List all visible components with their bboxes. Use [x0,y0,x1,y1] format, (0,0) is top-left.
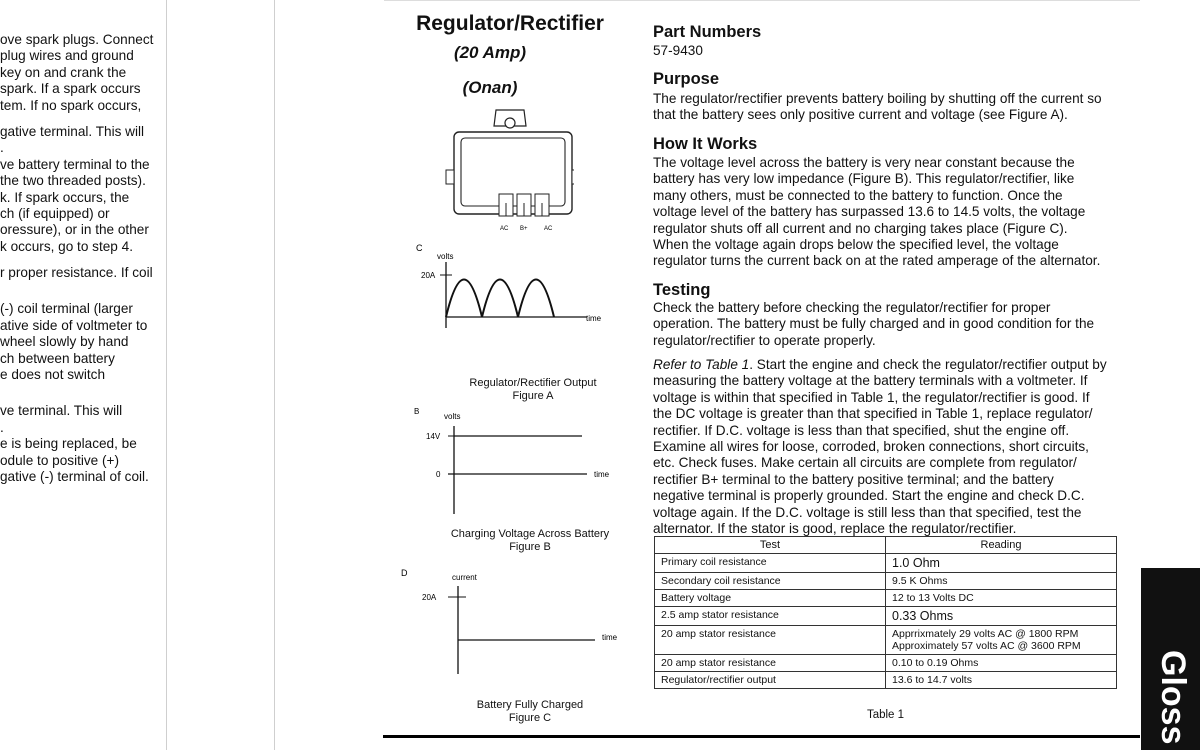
text-line: rectifier. If D.C. voltage is less than that specified, shut the engine off. [653,422,1070,438]
testing-text [653,300,1139,349]
prev-line: e is being replaced, be [0,436,137,452]
text-line: voltage level of the battery has surpassed 13.6 to 14.5 volts, the voltage [653,204,1086,220]
axis-label: volts [437,252,454,261]
glossary-tab-label[interactable]: Gloss [1154,650,1192,745]
table-cell: 9.5 K Ohms [886,573,1117,590]
page-divider-mid [274,0,275,750]
cell-line: Approximately 57 volts AC @ 3600 RPM [892,640,1081,652]
figure-a-caption [440,377,626,403]
prev-line: ove spark plugs. Connect [0,32,154,47]
prev-line: oressure), or in the other [0,222,149,238]
table-cell: 12 to 13 Volts DC [886,590,1117,607]
terminal-label: AC [500,226,509,232]
prev-line: plug wires and ground [0,48,134,64]
table-cell: Battery voltage [655,590,886,607]
prev-line: (-) coil terminal (larger [0,301,133,317]
prev-line: spark. If a spark occurs [0,81,141,97]
text-line: The regulator/rectifier prevents battery boiling by shutting off the current so [653,91,1102,106]
text-line: voltage is within that specified in Table 1, the regulator/rectifier is good. If [653,389,1090,405]
prev-line: ch between battery [0,350,115,366]
text-line: regulator turns the current back on at the rated amperage of the alternator. [653,253,1101,269]
figure-a-graph [412,240,612,332]
purpose-heading: Purpose [653,70,720,88]
text-line: rectifier B+ terminal to the battery positive terminal; and the battery [653,471,1054,487]
prev-line: gative terminal. This will [0,123,145,139]
prev-line: the two threaded posts). [0,173,146,189]
time-label: time [594,470,610,479]
table-row [655,626,1117,655]
figure-b-caption [438,528,622,554]
table-row [655,672,1117,689]
column-header: Reading [886,537,1117,554]
text-line [653,357,1139,373]
prev-line: ve terminal. This will [0,403,123,419]
testing-heading: Testing [653,281,711,299]
text-line: The voltage level across the battery is very near constant because the [653,155,1075,170]
text-line: alternator. If the stator is good, replace the regulator/rectifier. [653,521,1017,537]
figure-c-caption [448,699,612,725]
axis-label: volts [444,412,461,421]
prev-line: e does not switch [0,367,106,383]
table-caption: Table 1 [866,709,905,721]
table-row [655,590,1117,607]
text-line: that the battery sees only positive current and voltage (see Figure A). [653,107,1068,123]
prev-line: . [0,140,4,156]
caption-line: Figure C [508,712,552,724]
table-cell: 1.0 Ohm [886,554,1117,573]
part-number: 57-9430 [653,43,703,58]
terminal-label: AC [544,226,553,232]
table-cell: 13.6 to 14.7 volts [886,672,1117,689]
text-line: Check the battery before checking the regulator/rectifier for proper [653,300,1051,315]
spec-table-wrapper [654,536,1117,689]
prev-line: . [0,419,4,435]
level-label: 0 [436,470,441,479]
text-line: battery has very low impedance (Figure B). This regulator/rectifier, like [653,171,1075,187]
text-line: regulator shuts off all current and no charging takes place (Figure C). [653,220,1068,236]
caption-line: Figure A [512,390,554,402]
text-line: regulator/rectifier to operate properly. [653,332,876,348]
prev-line: tem. If no spark occurs, [0,97,142,113]
table-cell: 20 amp stator resistance [655,626,886,655]
text-line: voltage again. If the D.C. voltage is still less than that specified, test the [653,504,1082,520]
table-cell: 2.5 amp stator resistance [655,607,886,626]
table-cell: Primary coil resistance [655,554,886,573]
text-line: etc. Check fuses. Make certain all circuits are complete from regulator/ [653,455,1077,471]
figure-letter: B [414,407,420,416]
prev-line: k. If spark occurs, the [0,189,130,205]
text-line: negative terminal is properly grounded. Start the engine and check D.C. [653,488,1085,504]
level-label: 20A [422,593,437,602]
text-line: measuring the battery voltage at the battery terminals with a voltmeter. If [653,373,1088,389]
cell-line: Apprrixmately 29 volts AC @ 1800 RPM [892,628,1079,640]
table-row [655,554,1117,573]
caption-line: Charging Voltage Across Battery [450,528,610,540]
table-reference: Refer to Table 1 [653,357,750,372]
text-line: the DC voltage is greater than that specified in Table 1, replace regulator/ [653,406,1093,422]
caption-line: Regulator/Rectifier Output [469,377,597,389]
time-label: time [602,633,618,642]
page-title: Regulator/Rectifier [416,12,604,35]
table-cell [886,626,1117,655]
prev-line: k occurs, go to step 4. [0,238,133,254]
bottom-rule [383,735,1140,738]
table-row [655,573,1117,590]
table-cell: Regulator/rectifier output [655,672,886,689]
level-label: 14V [426,432,441,441]
prev-line: r proper resistance. If coil [0,265,153,281]
text-line: many others, must be connected to the battery to function. Once the [653,187,1063,203]
how-it-works-heading: How It Works [653,135,758,153]
prev-line: odule to positive (+) [0,452,120,468]
part-numbers-heading: Part Numbers [653,23,762,41]
terminal-label: B+ [520,226,528,232]
prev-line: ve battery terminal to the [0,156,150,172]
figure-c-graph [398,566,628,676]
axis-label: current [452,573,477,582]
figure-letter: D [401,568,408,578]
text-line: operation. The battery must be fully charged and in good condition for the [653,316,1095,332]
caption-line: Battery Fully Charged [476,699,584,711]
table-cell: 0.10 to 0.19 Ohms [886,655,1117,672]
level-label: 20A [421,271,436,280]
prev-line: ative side of voltmeter to [0,317,148,333]
table-row [655,607,1117,626]
time-label: time [586,314,602,323]
text-line: When the voltage again drops below the specified level, the voltage [653,237,1059,253]
text-fragment: . Start the engine and check the regulator/rectifier output by [749,357,1107,372]
table-header-row [655,537,1117,554]
refer-text [653,357,1139,537]
table-cell: 20 amp stator resistance [655,655,886,672]
table-cell: 0.33 Ohms [886,607,1117,626]
table-row [655,655,1117,672]
prev-line: gative (-) terminal of coil. [0,468,149,484]
subtitle-amperage: (20 Amp) [453,43,527,62]
table-cell: Secondary coil resistance [655,573,886,590]
text-line: Examine all wires for loose, corroded, broken connections, short circuits, [653,439,1089,455]
figure-letter: C [416,243,423,253]
figure-b-graph [412,404,622,520]
purpose-text [653,91,1139,124]
page-top-edge [384,0,1140,1]
subtitle-brand: (Onan) [462,78,518,97]
prev-line: ch (if equipped) or [0,205,110,221]
how-it-works-text [653,155,1139,270]
regulator-drawing [444,108,574,233]
previous-page-text [0,32,168,485]
prev-line: wheel slowly by hand [0,334,129,350]
spec-table [654,536,1117,689]
caption-line: Figure B [509,541,551,553]
prev-line: key on and crank the [0,64,127,80]
column-header: Test [655,537,886,554]
